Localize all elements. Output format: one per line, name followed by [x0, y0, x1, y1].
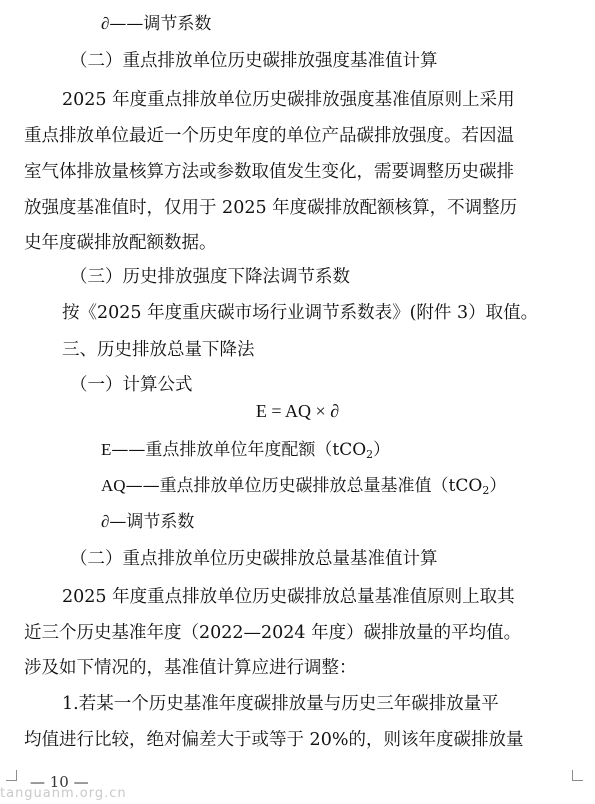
paragraph-line: 放强度基准值时，仅用于 2025 年度碳排放配额核算，不调整历 — [24, 198, 518, 218]
definition-line-e — [101, 438, 390, 467]
partial-symbol: ∂ — [101, 512, 110, 531]
paragraph-line: 史年度碳排放配额数据。 — [24, 233, 217, 253]
paragraph-line: 均值进行比较，绝对偏差大于或等于 20%的，则该年度碳排放量 — [24, 730, 524, 750]
section-heading: （三）历史排放强度下降法调节系数 — [70, 267, 350, 287]
page-corner-mark — [6, 770, 17, 781]
page-number: — 10 — — [30, 773, 89, 791]
definition-text: ——调节系数 — [109, 14, 212, 34]
formula: E = AQ × ∂ — [255, 401, 340, 421]
partial-symbol: ∂ — [101, 14, 110, 33]
paragraph-line: 重点排放单位最近一个历史年度的单位产品碳排放强度。若因温 — [24, 126, 514, 146]
definition-text: ——重点排放单位历史碳排放总量基准值（tCO — [125, 476, 483, 496]
definition-text: ——重点排放单位年度配额（tCO — [111, 440, 367, 460]
paragraph-line: 2025 年度重点排放单位历史碳排放强度基准值原则上采用 — [62, 90, 515, 110]
chapter-heading: 三、历史排放总量下降法 — [62, 340, 255, 360]
section-heading: （二）重点排放单位历史碳排放强度基准值计算 — [70, 51, 438, 71]
paragraph-line: 按《2025 年度重庆碳市场行业调节系数表》(附件 3）取值。 — [62, 303, 539, 323]
section-heading: （一）计算公式 — [70, 375, 193, 395]
subscript: 2 — [482, 484, 490, 497]
paragraph-line: 涉及如下情况的，基准值计算应进行调整： — [24, 658, 357, 678]
watermark: tanguanm.org.cn — [0, 786, 127, 801]
definition-line-aq — [101, 474, 506, 503]
page-corner-mark — [572, 770, 583, 781]
subscript: 2 — [366, 448, 374, 461]
definition-close: ） — [489, 476, 507, 496]
definition-line-adjust-coefficient — [101, 510, 194, 534]
paragraph-line: 室气体排放量核算方法或参数取值发生变化，需要调整历史碳排 — [24, 162, 514, 182]
paragraph-line: 1.若某一个历史基准年度碳排放量与历史三年碳排放量平 — [62, 694, 499, 714]
definition-line-adjust-coefficient — [101, 12, 211, 36]
section-heading: （二）重点排放单位历史碳排放总量基准值计算 — [70, 549, 438, 569]
symbol-aq: AQ — [101, 476, 126, 495]
definition-close: ） — [373, 440, 391, 460]
paragraph-line: 2025 年度重点排放单位历史碳排放总量基准值原则上取其 — [62, 587, 515, 607]
definition-text: —调节系数 — [109, 512, 195, 532]
paragraph-line: 近三个历史基准年度（2022—2024 年度）碳排放量的平均值。 — [24, 623, 522, 643]
symbol-e: E — [101, 440, 112, 459]
